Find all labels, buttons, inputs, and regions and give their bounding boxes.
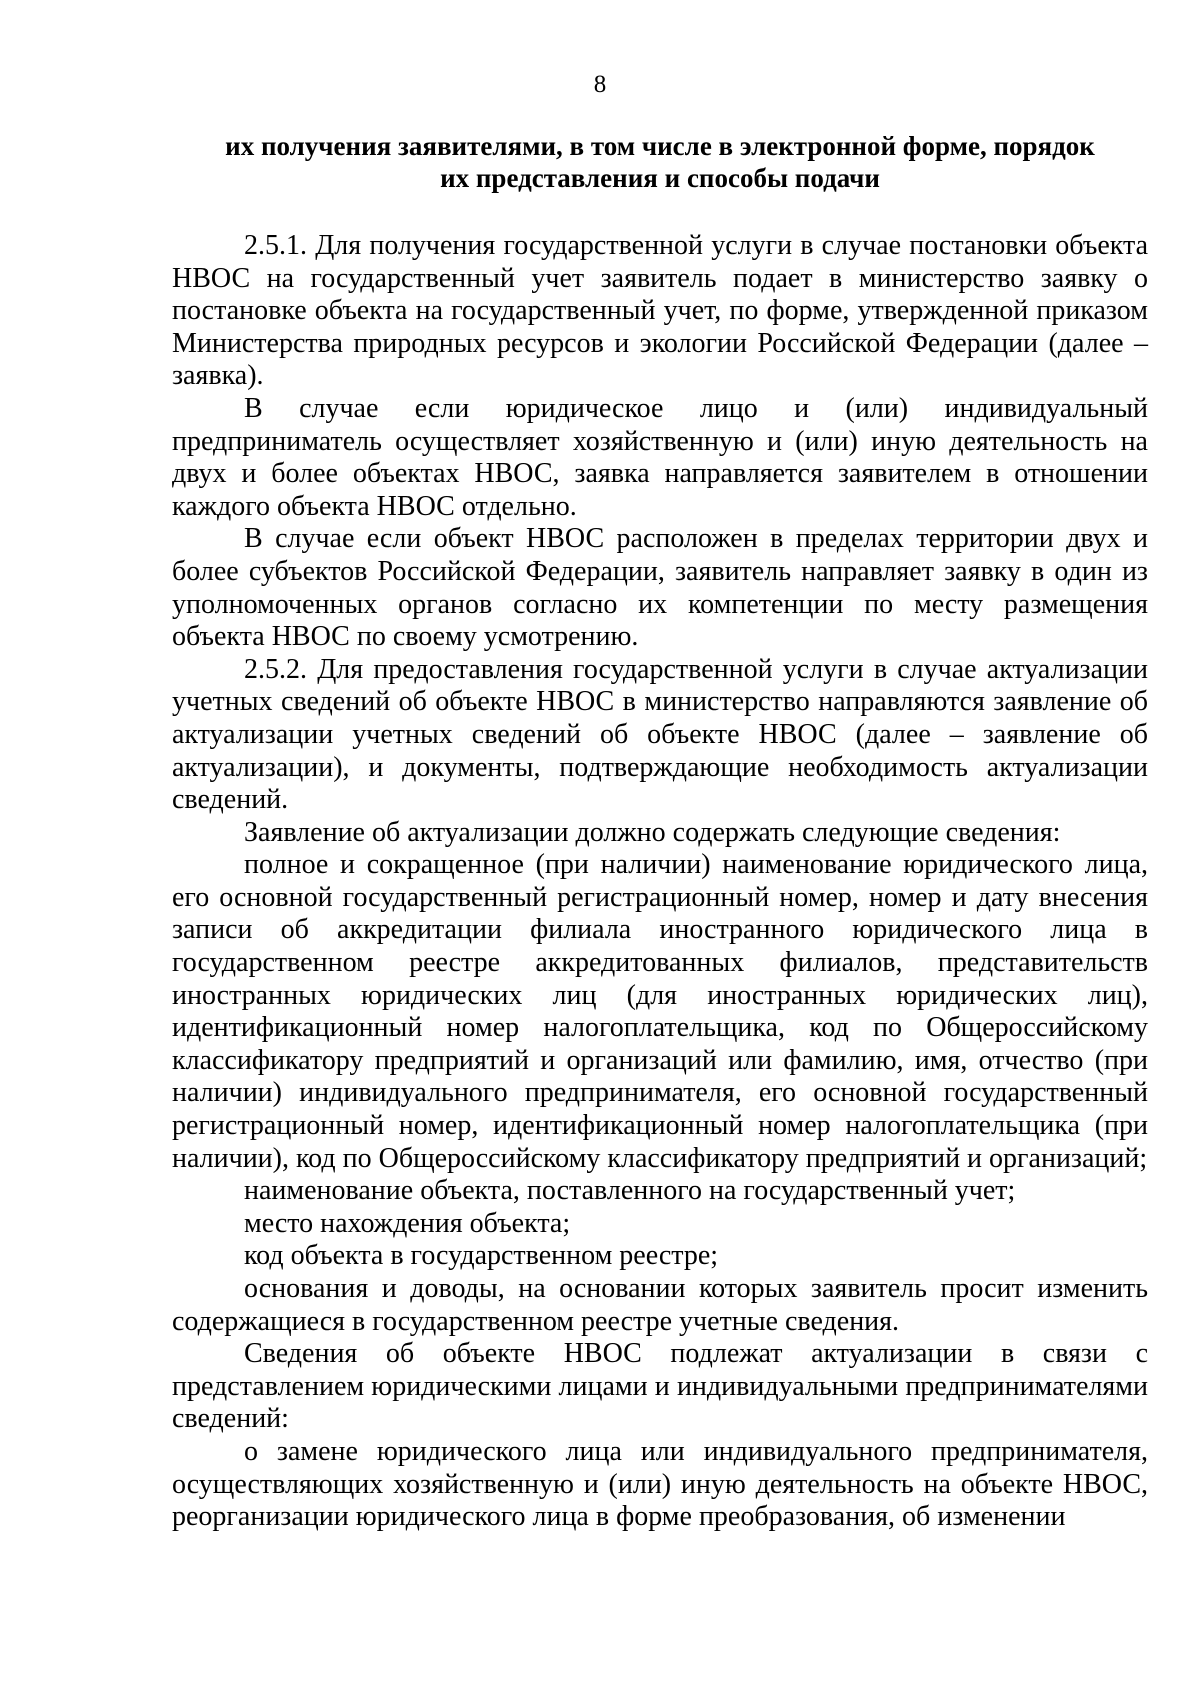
paragraph-multiple-regions: В случае если объект НВОС расположен в пределах территории двух и более субъектов Российской Федерации, заявитель направляет заявку в один из уполномоченных органов согласно их компетенции по месту размещения объекта НВОС по своему усмотрению.	[172, 523, 1148, 653]
paragraph-entity-replacement: о замене юридического лица или индивидуального предпринимателя, осуществляющих хозяйственную и (или) иную деятельность на объекте НВОС, реорганизации юридического лица в форме преобразования, об изменении	[172, 1435, 1148, 1533]
paragraph-2-5-1: 2.5.1. Для получения государственной услуги в случае постановки объекта НВОС на государственный учет заявитель подает в министерство заявку о постановке объекта на государственный учет, по форме, утвержденной приказом Министерства природных ресурсов и экологии Российской Федерации (далее – заявка).	[172, 230, 1148, 392]
page-number: 8	[593, 71, 607, 98]
list-item-grounds: основания и доводы, на основании которых заявитель просит изменить содержащиеся в государственном реестре учетные сведения.	[172, 1273, 1148, 1337]
paragraph-2-5-2: 2.5.2. Для предоставления государственной услуги в случае актуализации учетных сведений об объекте НВОС в министерство направляются заявление об актуализации учетных сведений об объекте НВОС (далее – заявление об актуализации), и документы, подтверждающие необходимость актуализации сведений.	[172, 653, 1148, 816]
list-item-entity-details: полное и сокращенное (при наличии) наименование юридического лица, его основной государственный регистрационный номер, номер и дату внесения записи об аккредитации филиала иностранного юридического лица в государственном реестре аккредитованных филиалов, представительств иностранных юридических лиц (для иностранных юридических лиц), идентификационный номер налогоплательщика, код по Общероссийскому классификатору предприятий и организаций или фамилию, имя, отчество (при наличии) индивидуального предпринимателя, его основной государственный регистрационный номер, идентификационный номер налогоплательщика (при наличии), код по Общероссийскому классификатору предприятий и организаций;	[172, 849, 1148, 1174]
heading-line-1: их получения заявителями, в том числе в электронной форме, порядок	[225, 131, 1095, 161]
paragraph-update-reasons: Сведения об объекте НВОС подлежат актуализации в связи с представлением юридическими лицами и индивидуальными предпринимателями сведений:	[172, 1338, 1148, 1435]
heading-line-2: их представления и способы подачи	[440, 163, 880, 193]
section-heading	[172, 130, 1148, 194]
list-item-object-location: место нахождения объекта;	[244, 1207, 571, 1239]
list-item-object-code: код объекта в государственном реестре;	[244, 1240, 719, 1272]
document-body	[172, 230, 1148, 1534]
paragraph-multiple-objects: В случае если юридическое лицо и (или) индивидуальный предприниматель осуществляет хозяйственную и (или) иную деятельность на двух и более объектах НВОС, заявка направляется заявителем в отношении каждого объекта НВОС отдельно.	[172, 392, 1148, 522]
list-item-object-name: наименование объекта, поставленного на государственный учет;	[244, 1175, 1016, 1207]
paragraph-application-contents: Заявление об актуализации должно содержать следующие сведения:	[244, 816, 1061, 848]
